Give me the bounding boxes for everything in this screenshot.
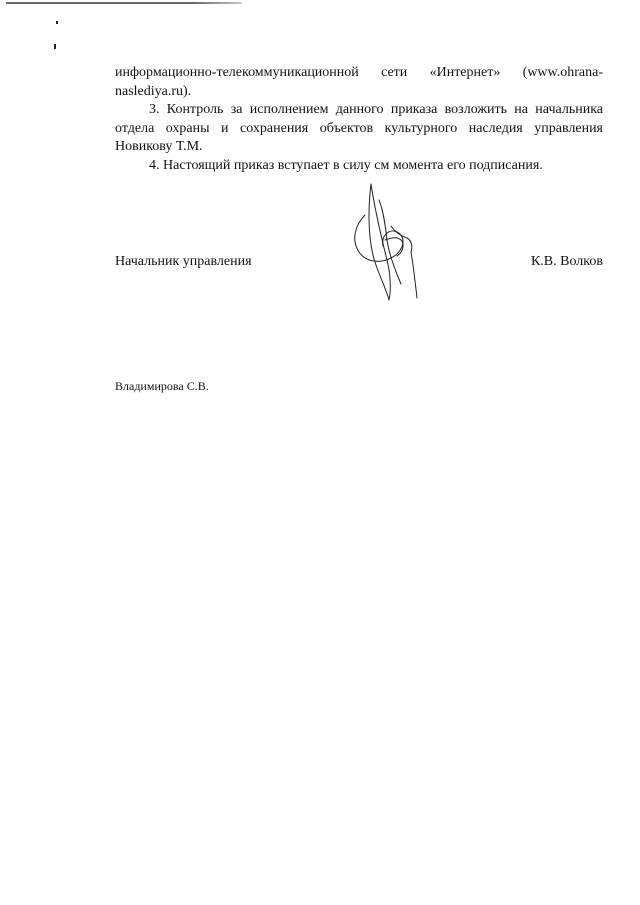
scan-artifact-speck xyxy=(54,44,56,49)
signatory-title: Начальник управления xyxy=(115,254,252,269)
scan-artifact-line xyxy=(6,2,242,4)
executor-name: Владимирова С.В. xyxy=(115,379,209,393)
paragraph-3: 3. Контроль за исполнением данного приказа возложить на начальника отдела охраны и сохранения объектов культурного наследия управления Новикову Т.М. xyxy=(115,102,603,154)
signature-block xyxy=(115,254,603,274)
scan-artifact-speck xyxy=(56,21,58,24)
signatory-name: К.В. Волков xyxy=(530,254,603,269)
paragraph-4: 4. Настоящий приказ вступает в силу см момента его подписания. xyxy=(149,157,543,173)
paragraph-continuation: информационно-телекоммуникационной сети «Интернет» (www.ohrana-naslediya.ru). xyxy=(115,65,603,99)
handwritten-signature xyxy=(345,180,425,305)
document-body xyxy=(115,64,603,175)
